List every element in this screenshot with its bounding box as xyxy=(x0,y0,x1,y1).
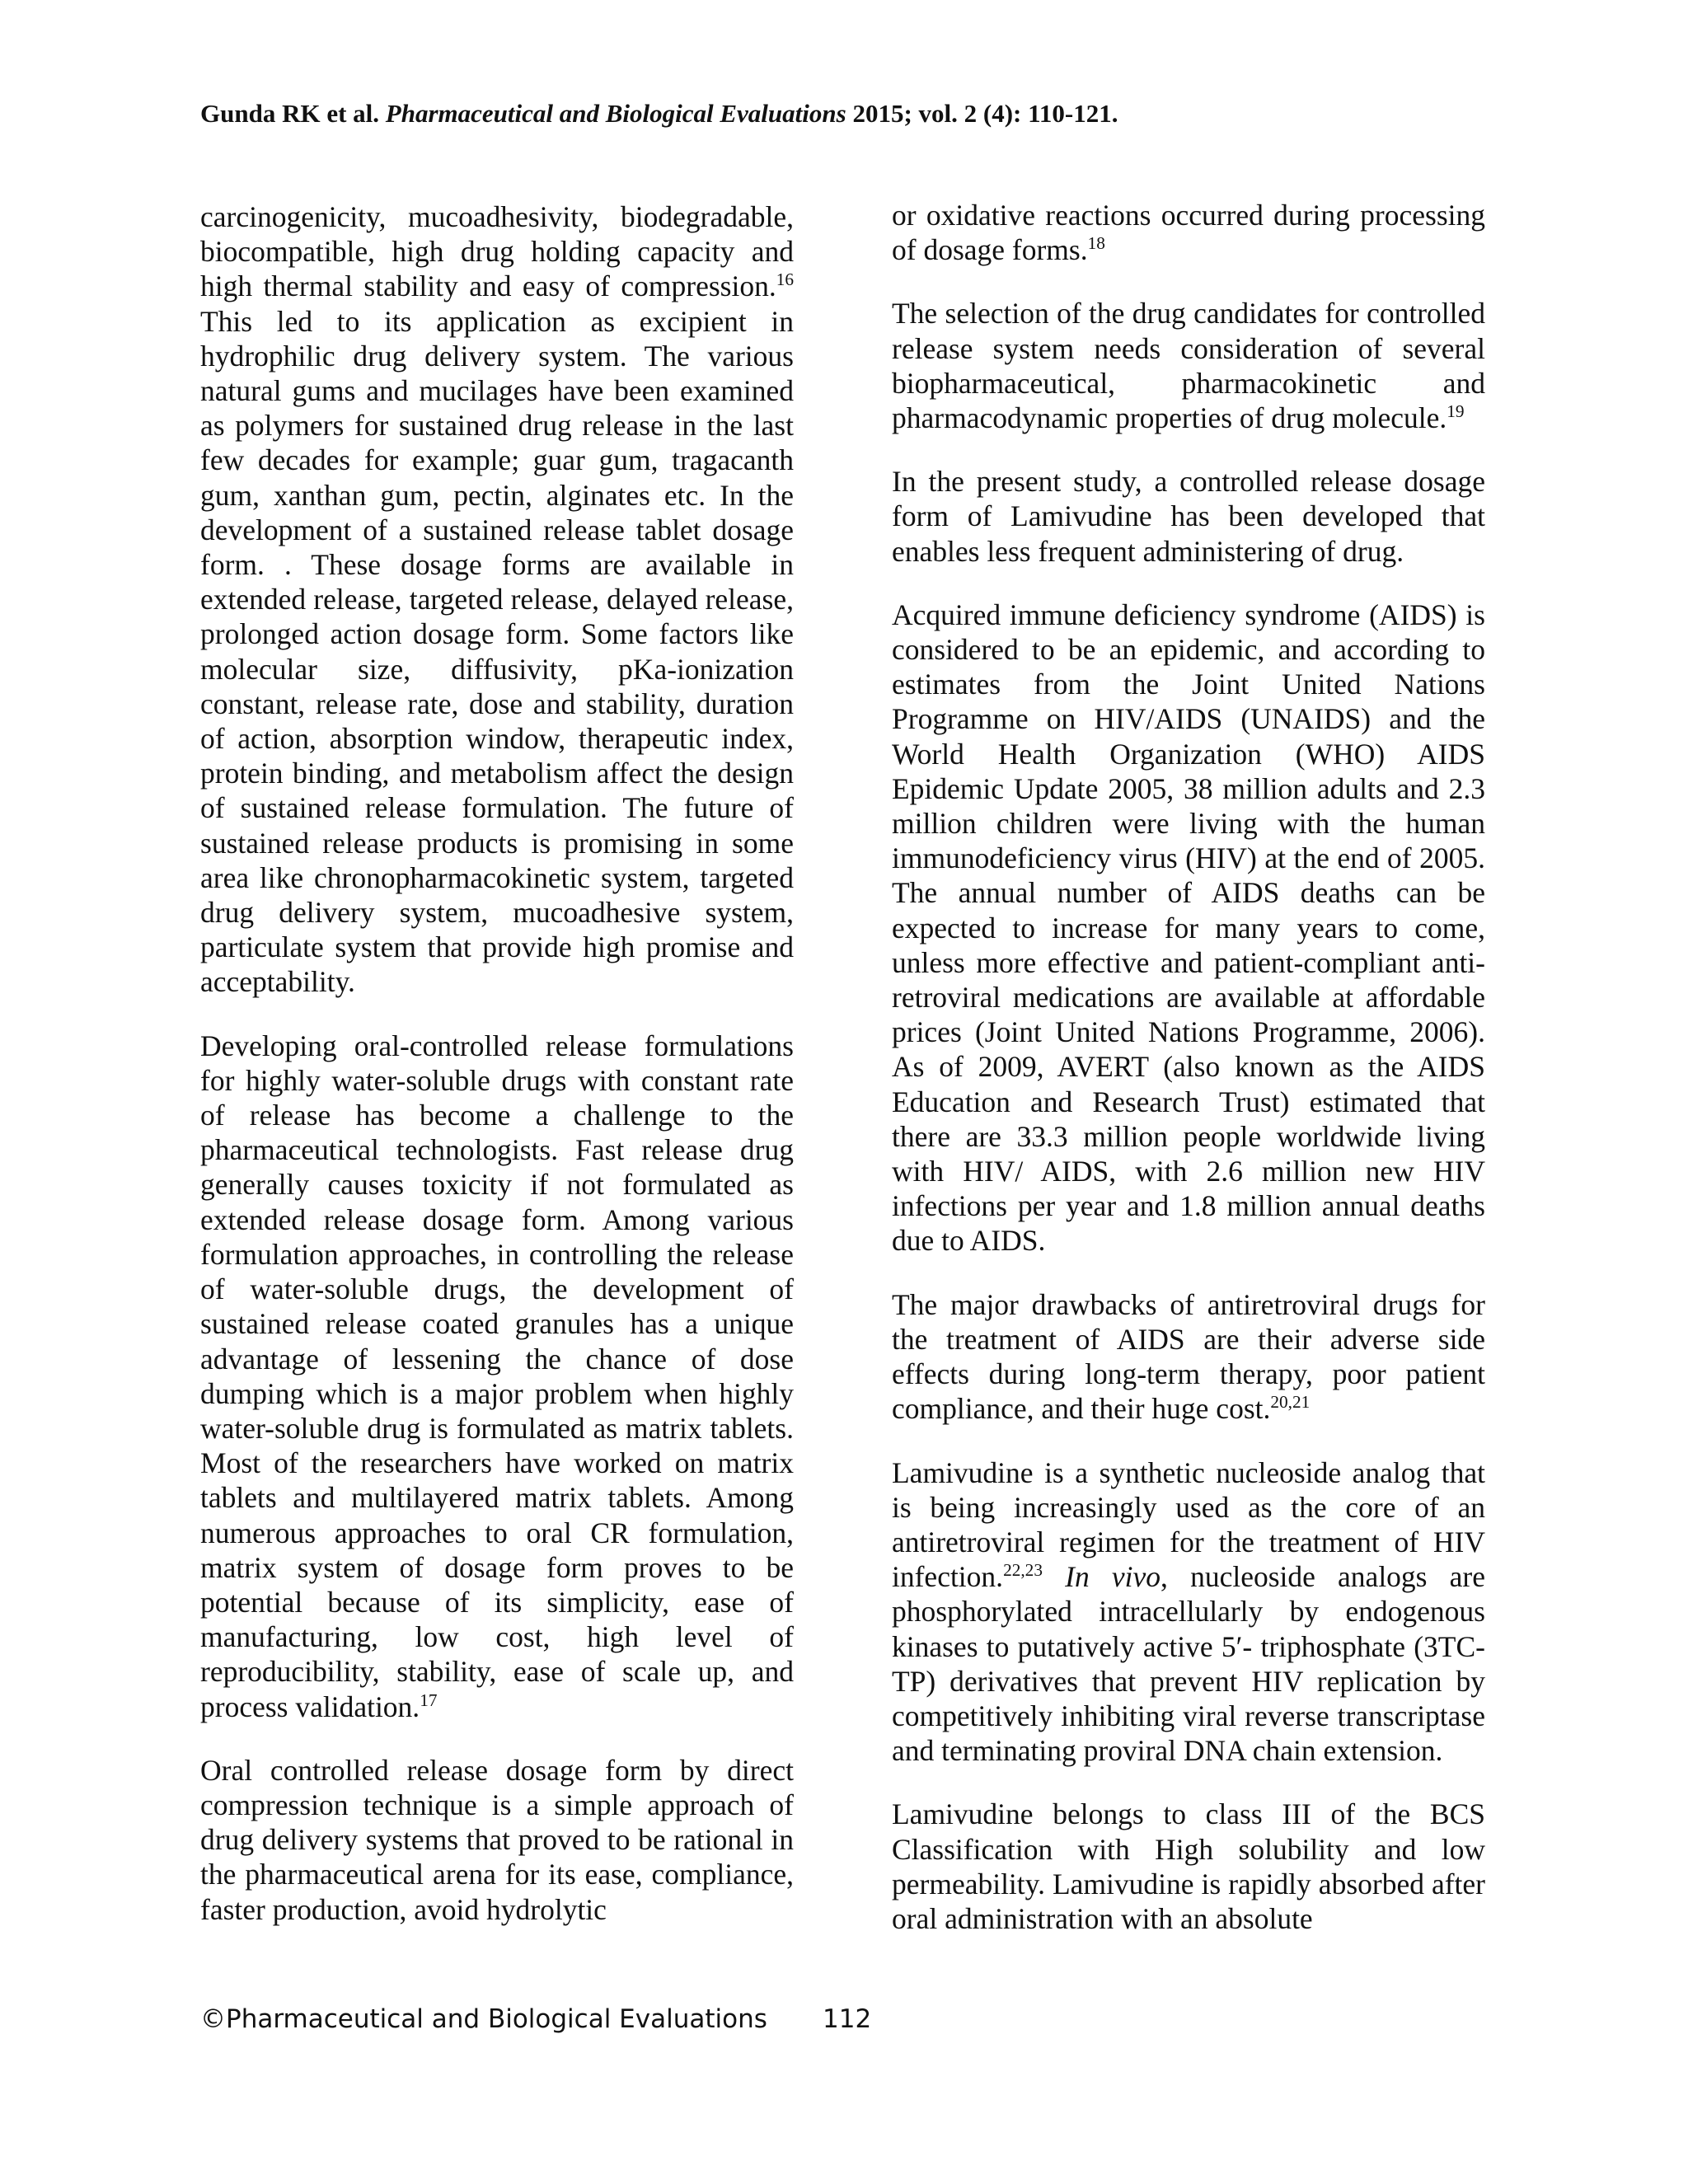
paragraph: The selection of the drug candidates for controlled release system needs consideration of several biopharmaceutical, pharmacokinetic and pharmacodynamic properties of drug molecule.$^{19}$ xyxy=(892,297,1485,435)
paragraph: In the present study, a controlled release dosage form of Lamivudine has been developed that enables less frequent administering of drug. xyxy=(892,465,1485,568)
page-number: 112 xyxy=(823,2004,872,2034)
citation-superscript: 17 xyxy=(420,1690,438,1710)
header-journal: Pharmaceutical and Biological Evaluations xyxy=(385,99,846,128)
footer-copyright: ©Pharmaceutical and Biological Evaluations xyxy=(200,2004,767,2034)
page-footer xyxy=(200,2003,872,2036)
paragraph: Oral controlled release dosage form by direct compression technique is a simple approach of drug delivery systems that proved to be rational in the pharmaceutical arena for its ease, compliance, faster production, avoid hydrolytic xyxy=(200,1753,794,1926)
header-authors: Gunda RK et al. xyxy=(200,99,380,128)
paragraph: Developing oral-controlled release formulations for highly water-soluble drugs with constant rate of release has become a challenge to the pharmaceutical technologists. Fast release drug generally causes toxicity if not formulated as extended release dosage form. Among various formulation approaches, in controlling the release of water-soluble drugs, the development of sustained release coated granules has a unique advantage of lessening the chance of dose dumping which is a major problem when highly water-soluble drug is formulated as matrix tablets. Most of the researchers have worked on matrix tablets and multilayered matrix tablets. Among numerous approaches to oral CR formulation, matrix system of dosage form proves to be potential because of its simplicity, ease of manufacturing, low cost, high level of reproducibility, stability, ease of scale up, and process validation.$^{17}$ xyxy=(200,1029,794,1723)
citation-superscript: 18 xyxy=(1087,233,1105,254)
citation-superscript: 16 xyxy=(776,269,794,290)
paragraph: or oxidative reactions occurred during processing of dosage forms.$^{18}$ xyxy=(892,199,1485,267)
paragraph: The major drawbacks of antiretroviral drugs for the treatment of AIDS are their adverse side effects during long-term therapy, poor patient compliance, and their huge cost.$^{20,21}$ xyxy=(892,1287,1485,1426)
left-column xyxy=(200,199,794,1956)
citation-superscript: 19 xyxy=(1447,401,1465,422)
paragraph: Lamivudine is a synthetic nucleoside analog that is being increasingly used as the core of an antiretroviral regimen for the treatment of HIV infection.$^{22,23}$ In vivo, nucleoside analogs are phosphorylated intracellularly by endogenous kinases to putatively active 5′- triphosphate (3TC-TP) derivatives that prevent HIV replication by competitively inhibiting viral reverse transcriptase and terminating proviral DNA chain extension. xyxy=(892,1455,1485,1768)
running-header xyxy=(200,97,1503,130)
paragraph: Acquired immune deficiency syndrome (AIDS) is considered to be an epidemic, and according to estimates from the Joint United Nations Programme on HIV/AIDS (UNAIDS) and the World Health Organization (WHO) AIDS Epidemic Update 2005, 38 million adults and 2.3 million children were living with the human immunodeficiency virus (HIV) at the end of 2005. The annual number of AIDS deaths can be expected to increase for many years to come, unless more effective and patient-compliant anti-retroviral medications are available at affordable prices (Joint United Nations Programme, 2006). As of 2009, AVERT (also known as the AIDS Education and Research Trust) estimated that there are 33.3 million people worldwide living with HIV/ AIDS, with 2.6 million new HIV infections per year and 1.8 million annual deaths due to AIDS. xyxy=(892,598,1485,1258)
paragraph: Lamivudine belongs to class III of the BCS Classification with High solubility and low permeability. Lamivudine is rapidly absorbed after oral administration with an absolute xyxy=(892,1797,1485,1935)
italic-term: In vivo xyxy=(1065,1560,1161,1594)
citation-superscript: 20,21 xyxy=(1270,1392,1311,1413)
paragraph: carcinogenicity, mucoadhesivity, biodegradable, biocompatible, high drug holding capacity and high thermal stability and easy of compression.$^{16}$ This led to its application as excipient in hydrophilic drug delivery system. The various natural gums and mucilages have been examined as polymers for sustained drug release in the last few decades for example; guar gum, tragacanth gum, xanthan gum, pectin, alginates etc. In the development of a sustained release tablet dosage form. . These dosage forms are available in extended release, targeted release, delayed release, prolonged action dosage form. Some factors like molecular size, diffusivity, pKa-ionization constant, release rate, dose and stability, duration of action, absorption window, therapeutic index, protein binding, and metabolism affect the design of sustained release formulation. The future of sustained release products is promising in some area like chronopharmacokinetic system, targeted drug delivery system, mucoadhesive system, particulate system that provide high promise and acceptability. xyxy=(200,200,794,999)
right-column xyxy=(892,198,1485,1965)
citation-superscript: 22,23 xyxy=(1003,1560,1043,1581)
header-citation: 2015; vol. 2 (4): 110-121. xyxy=(852,99,1118,128)
